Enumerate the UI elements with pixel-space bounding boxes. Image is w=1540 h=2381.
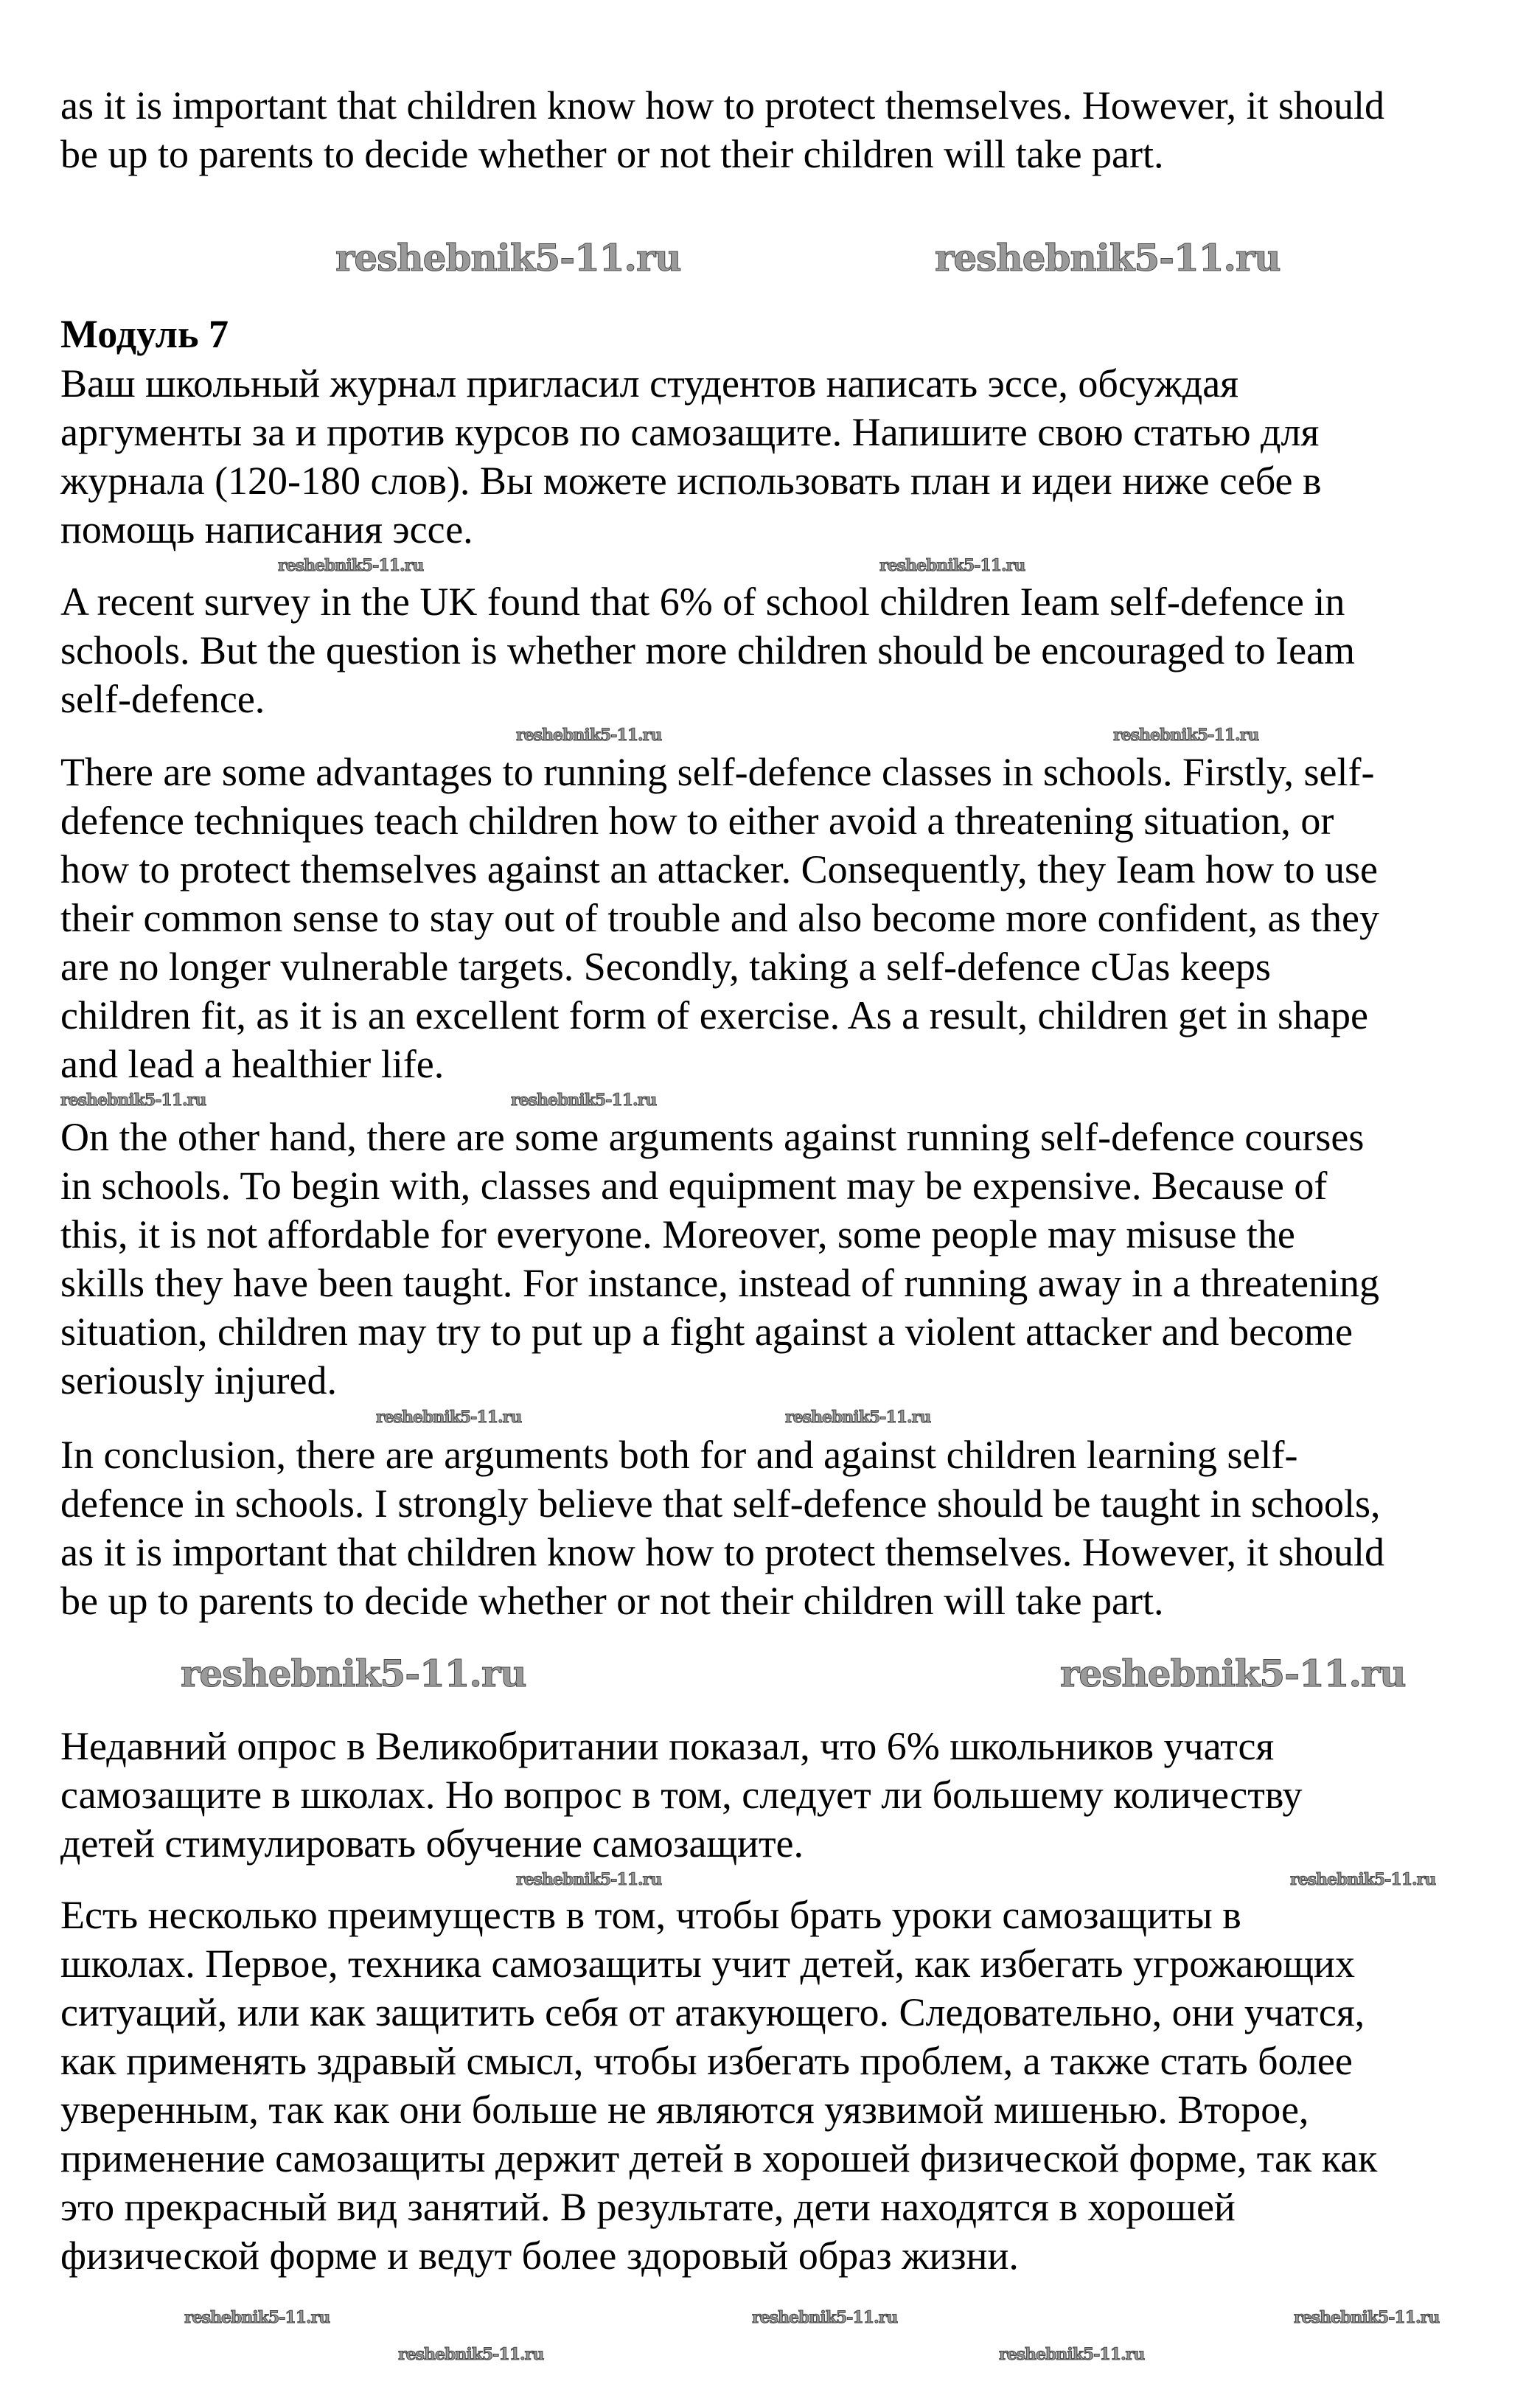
carryover-paragraph (60, 81, 1384, 178)
text-line: физической форме и ведут более здоровый образ жизни. (60, 2234, 1019, 2278)
text-line: There are some advantages to running self-defence classes in schools. Firstly, self- (60, 750, 1375, 794)
essay-conclusion (60, 1431, 1384, 1625)
text-line: применение самозащиты держит детей в хорошей физической форме, так как (60, 2136, 1378, 2180)
text-line: seriously injured. (60, 1358, 337, 1402)
watermark: reshebnik5-11.ru (935, 236, 1281, 279)
essay-advantages (60, 748, 1379, 1088)
watermark: reshebnik5-11.ru (181, 1652, 526, 1695)
watermark: reshebnik5-11.ru (752, 2308, 898, 2327)
watermark: reshebnik5-11.ru (335, 236, 681, 279)
module-heading (60, 310, 229, 358)
text-line: уверенным, так как они больше не являются уязвимой мишенью. Второе, (60, 2088, 1309, 2132)
text-line: On the other hand, there are some arguments against running self-defence courses (60, 1115, 1365, 1159)
watermark: reshebnik5-11.ru (516, 726, 662, 745)
essay-disadvantages (60, 1113, 1379, 1405)
text-line: children fit, as it is an excellent form of exercise. As a result, children get in shape (60, 993, 1368, 1037)
text-line: are no longer vulnerable targets. Secondly, taking a self-defence cUas keeps (60, 945, 1271, 989)
text-line: be up to parents to decide whether or not their children will take part. (60, 1579, 1164, 1623)
watermark: reshebnik5-11.ru (1060, 1652, 1406, 1695)
watermark: reshebnik5-11.ru (511, 1091, 657, 1110)
text-line: as it is important that children know how to protect themselves. However, it should (60, 1530, 1385, 1574)
text-line: Модуль 7 (60, 312, 229, 356)
text-line: this, it is not affordable for everyone. Moreover, some people may misuse the (60, 1212, 1295, 1256)
text-line: their common sense to stay out of trouble and also become more confident, as they (60, 896, 1380, 940)
text-line: самозащите в школах. Но вопрос в том, следует ли большему количеству (60, 1773, 1303, 1817)
watermark: reshebnik5-11.ru (278, 556, 424, 575)
watermark: reshebnik5-11.ru (60, 1091, 206, 1110)
translation-advantages (60, 1891, 1377, 2280)
text-line: школах. Первое, техника самозащиты учит детей, как избегать угрожающих (60, 1942, 1355, 1986)
text-line: In conclusion, there are arguments both for and against children learning self- (60, 1433, 1298, 1477)
essay-intro (60, 577, 1355, 723)
text-line: A recent survey in the UK found that 6% of school children Ieam self-defence in (60, 580, 1345, 624)
text-line: Ваш школьный журнал пригласил студентов написать эссе, обсуждая (60, 361, 1239, 406)
text-line: как применять здравый смысл, чтобы избегать проблем, а также стать более (60, 2039, 1353, 2083)
watermark: reshebnik5-11.ru (184, 2308, 330, 2327)
watermark: reshebnik5-11.ru (785, 1408, 931, 1427)
watermark: reshebnik5-11.ru (376, 1408, 522, 1427)
watermark: reshebnik5-11.ru (1113, 726, 1259, 745)
text-line: be up to parents to decide whether or not their children will take part. (60, 132, 1164, 176)
watermark: reshebnik5-11.ru (1290, 1870, 1436, 1889)
watermark: reshebnik5-11.ru (398, 2345, 544, 2364)
text-line: how to protect themselves against an attacker. Consequently, they Ieam how to use (60, 847, 1379, 891)
text-line: self-defence. (60, 677, 265, 721)
text-line: skills they have been taught. For instance, instead of running away in a threatening (60, 1261, 1380, 1305)
text-line: помощь написания эссе. (60, 507, 473, 552)
watermark: reshebnik5-11.ru (516, 1870, 662, 1889)
text-line: and lead a healthier life. (60, 1042, 445, 1086)
text-line: situation, children may try to put up a fight against a violent attacker and become (60, 1310, 1353, 1354)
text-line: детей стимулировать обучение самозащите. (60, 1821, 804, 1866)
text-line: in schools. To begin with, classes and equipment may be expensive. Because of (60, 1164, 1328, 1208)
text-line: schools. But the question is whether more children should be encouraged to Ieam (60, 628, 1356, 672)
watermark: reshebnik5-11.ru (879, 556, 1025, 575)
text-line: журнала (120-180 слов). Вы можете использовать план и идеи ниже себе в (60, 459, 1322, 503)
watermark: reshebnik5-11.ru (999, 2345, 1145, 2364)
text-line: аргументы за и против курсов по самозащите. Напишите свою статью для (60, 410, 1320, 454)
task-prompt (60, 359, 1321, 554)
translation-intro (60, 1722, 1302, 1868)
text-line: defence techniques teach children how to either avoid a threatening situation, or (60, 799, 1334, 843)
text-line: ситуаций, или как защитить себя от атакующего. Следовательно, они учатся, (60, 1990, 1365, 2034)
text-line: это прекрасный вид занятий. В результате, дети находятся в хорошей (60, 2185, 1236, 2229)
text-line: defence in schools. I strongly believe that self-defence should be taught in schools, (60, 1481, 1381, 1526)
text-line: as it is important that children know how to protect themselves. However, it should (60, 83, 1385, 128)
text-line: Недавний опрос в Великобритании показал, что 6% школьников учатся (60, 1724, 1275, 1768)
watermark: reshebnik5-11.ru (1294, 2308, 1440, 2327)
text-line: Есть несколько преимуществ в том, чтобы брать уроки самозащиты в (60, 1893, 1241, 1937)
